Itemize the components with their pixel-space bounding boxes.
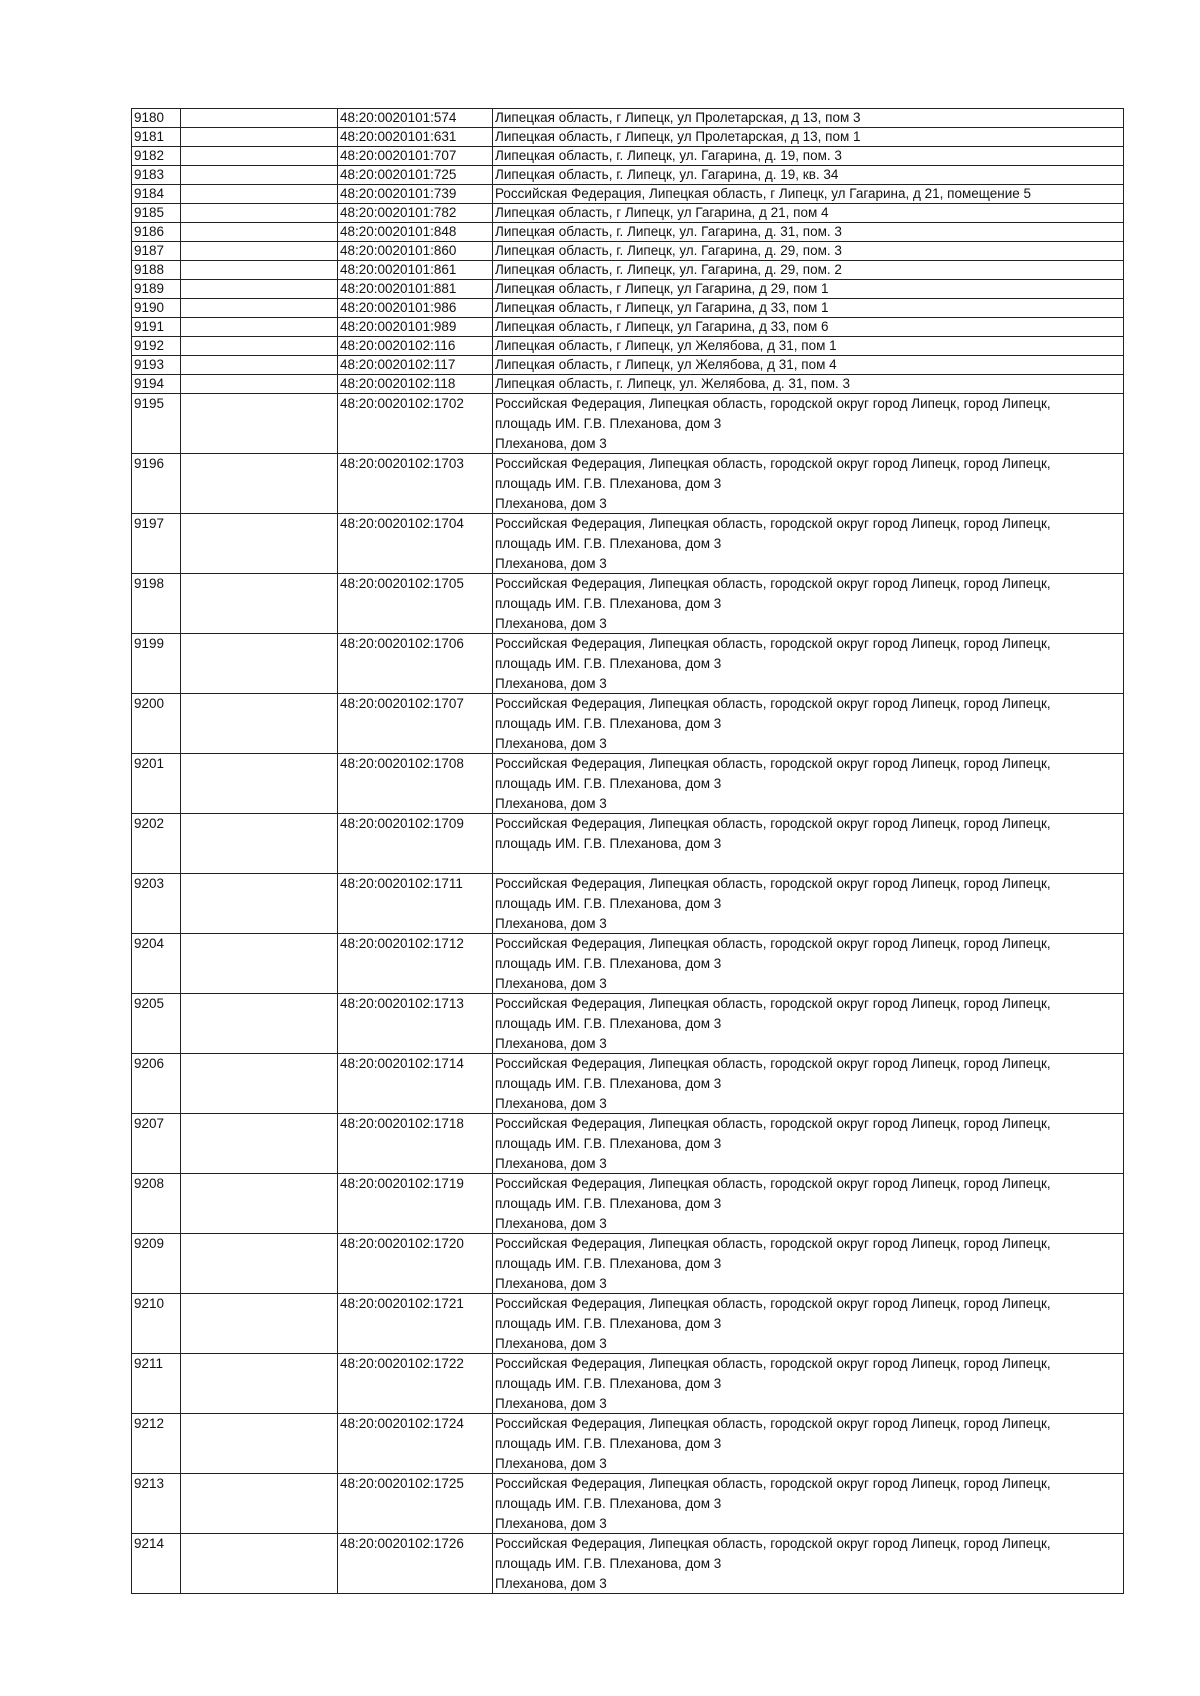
address-line: Липецкая область, г Липецк, ул Гагарина, д 33, пом 6 xyxy=(495,319,829,334)
address-line: Российская Федерация, Липецкая область, городской округ город Липецк, город Липецк, xyxy=(495,996,1051,1011)
address-line: площадь ИМ. Г.В. Плеханова, дом 3 xyxy=(495,536,722,551)
cadastral-number-cell: 48:20:0020101:739 xyxy=(338,185,493,204)
address-line: Российская Федерация, Липецкая область, городской округ город Липецк, город Липецк, xyxy=(495,756,1051,771)
address-line: Плеханова, дом 3 xyxy=(495,1396,607,1411)
address-line: Российская Федерация, Липецкая область, городской округ город Липецк, город Липецк, xyxy=(495,876,1051,891)
row-number-cell: 9180 xyxy=(132,109,181,128)
row-number-cell: 9206 xyxy=(132,1054,181,1114)
cadastral-number-cell: 48:20:0020101:989 xyxy=(338,318,493,337)
address-line: Липецкая область, г. Липецк, ул. Желябова, д. 31, пом. 3 xyxy=(495,376,851,391)
table-row xyxy=(132,1534,1124,1594)
table-row xyxy=(132,242,1124,261)
address-line: Российская Федерация, Липецкая область, городской округ город Липецк, город Липецк, xyxy=(495,1236,1051,1251)
cadastral-number-cell: 48:20:0020102:1709 xyxy=(338,814,493,874)
row-number-cell: 9201 xyxy=(132,754,181,814)
address-line: площадь ИМ. Г.В. Плеханова, дом 3 xyxy=(495,956,722,971)
empty-cell xyxy=(181,994,338,1054)
address-line: Липецкая область, г. Липецк, ул. Гагарина, д. 19, кв. 34 xyxy=(495,167,839,182)
cadastral-number-cell: 48:20:0020101:861 xyxy=(338,261,493,280)
address-cell xyxy=(493,1174,1124,1234)
address-line: Плеханова, дом 3 xyxy=(495,1096,607,1111)
table-row xyxy=(132,814,1124,874)
address-line: Липецкая область, г Липецк, ул Желябова, д 31, пом 1 xyxy=(495,338,837,353)
address-line: площадь ИМ. Г.В. Плеханова, дом 3 xyxy=(495,1196,722,1211)
address-cell xyxy=(493,128,1124,147)
empty-cell xyxy=(181,147,338,166)
address-line: Российская Федерация, Липецкая область, городской округ город Липецк, город Липецк, xyxy=(495,576,1051,591)
row-number-cell: 9186 xyxy=(132,223,181,242)
address-cell xyxy=(493,694,1124,754)
empty-cell xyxy=(181,694,338,754)
empty-cell xyxy=(181,166,338,185)
address-cell xyxy=(493,1414,1124,1474)
row-number-cell: 9189 xyxy=(132,280,181,299)
address-line: Липецкая область, г Липецк, ул Гагарина, д 21, пом 4 xyxy=(495,205,829,220)
address-cell xyxy=(493,934,1124,994)
row-number-cell: 9181 xyxy=(132,128,181,147)
row-number-cell: 9187 xyxy=(132,242,181,261)
table-row xyxy=(132,634,1124,694)
cadastral-number-cell: 48:20:0020101:707 xyxy=(338,147,493,166)
row-number-cell: 9210 xyxy=(132,1294,181,1354)
address-line: Липецкая область, г Липецк, ул Гагарина, д 33, пом 1 xyxy=(495,300,829,315)
row-number-cell: 9197 xyxy=(132,514,181,574)
address-line: площадь ИМ. Г.В. Плеханова, дом 3 xyxy=(495,476,722,491)
address-cell xyxy=(493,874,1124,934)
address-line: Липецкая область, г. Липецк, ул. Гагарина, д. 19, пом. 3 xyxy=(495,148,842,163)
address-line: Липецкая область, г. Липецк, ул. Гагарина, д. 29, пом. 3 xyxy=(495,243,842,258)
cadastral-number-cell: 48:20:0020102:1711 xyxy=(338,874,493,934)
row-number-cell: 9203 xyxy=(132,874,181,934)
cadastral-number-cell: 48:20:0020102:1719 xyxy=(338,1174,493,1234)
table-row xyxy=(132,261,1124,280)
cadastral-number-cell: 48:20:0020102:1722 xyxy=(338,1354,493,1414)
empty-cell xyxy=(181,375,338,394)
address-line: Российская Федерация, Липецкая область, городской округ город Липецк, город Липецк, xyxy=(495,936,1051,951)
address-line: Плеханова, дом 3 xyxy=(495,1456,607,1471)
address-cell xyxy=(493,454,1124,514)
address-line: площадь ИМ. Г.В. Плеханова, дом 3 xyxy=(495,1496,722,1511)
empty-cell xyxy=(181,356,338,375)
cadastral-number-cell: 48:20:0020102:1724 xyxy=(338,1414,493,1474)
address-line: Плеханова, дом 3 xyxy=(495,436,607,451)
address-line: Липецкая область, г Липецк, ул Желябова, д 31, пом 4 xyxy=(495,357,837,372)
address-line: Плеханова, дом 3 xyxy=(495,496,607,511)
cadastral-number-cell: 48:20:0020102:1708 xyxy=(338,754,493,814)
table-row xyxy=(132,1294,1124,1354)
document-page xyxy=(131,108,1123,1594)
empty-cell xyxy=(181,1294,338,1354)
cadastral-number-cell: 48:20:0020102:1721 xyxy=(338,1294,493,1354)
address-cell xyxy=(493,1354,1124,1414)
row-number-cell: 9213 xyxy=(132,1474,181,1534)
address-cell xyxy=(493,299,1124,318)
address-cell xyxy=(493,223,1124,242)
empty-cell xyxy=(181,223,338,242)
row-number-cell: 9191 xyxy=(132,318,181,337)
address-line: Липецкая область, г. Липецк, ул. Гагарина, д. 31, пом. 3 xyxy=(495,224,842,239)
empty-cell xyxy=(181,1534,338,1594)
address-line: Плеханова, дом 3 xyxy=(495,796,607,811)
address-line: площадь ИМ. Г.В. Плеханова, дом 3 xyxy=(495,1556,722,1571)
address-line: Плеханова, дом 3 xyxy=(495,976,607,991)
cadastral-number-cell: 48:20:0020102:118 xyxy=(338,375,493,394)
cadastral-number-cell: 48:20:0020102:1703 xyxy=(338,454,493,514)
empty-cell xyxy=(181,1234,338,1294)
empty-cell xyxy=(181,261,338,280)
cadastral-number-cell: 48:20:0020101:881 xyxy=(338,280,493,299)
row-number-cell: 9200 xyxy=(132,694,181,754)
cadastral-number-cell: 48:20:0020102:1702 xyxy=(338,394,493,454)
cadastral-number-cell: 48:20:0020102:1726 xyxy=(338,1534,493,1594)
address-line: Плеханова, дом 3 xyxy=(495,1336,607,1351)
row-number-cell: 9182 xyxy=(132,147,181,166)
empty-cell xyxy=(181,454,338,514)
table-row xyxy=(132,1474,1124,1534)
address-line: Липецкая область, г Липецк, ул Пролетарская, д 13, пом 3 xyxy=(495,110,861,125)
empty-cell xyxy=(181,874,338,934)
table-row xyxy=(132,754,1124,814)
row-number-cell: 9190 xyxy=(132,299,181,318)
empty-cell xyxy=(181,394,338,454)
address-line: площадь ИМ. Г.В. Плеханова, дом 3 xyxy=(495,776,722,791)
address-line: Плеханова, дом 3 xyxy=(495,1516,607,1531)
address-line: площадь ИМ. Г.В. Плеханова, дом 3 xyxy=(495,1376,722,1391)
address-cell xyxy=(493,574,1124,634)
address-line: Плеханова, дом 3 xyxy=(495,736,607,751)
table-row xyxy=(132,1234,1124,1294)
row-number-cell: 9207 xyxy=(132,1114,181,1174)
cadastral-number-cell: 48:20:0020102:1712 xyxy=(338,934,493,994)
empty-cell xyxy=(181,318,338,337)
address-line: Плеханова, дом 3 xyxy=(495,1276,607,1291)
address-line: площадь ИМ. Г.В. Плеханова, дом 3 xyxy=(495,896,722,911)
address-cell xyxy=(493,1054,1124,1114)
address-cell xyxy=(493,356,1124,375)
address-line: площадь ИМ. Г.В. Плеханова, дом 3 xyxy=(495,1136,722,1151)
row-number-cell: 9196 xyxy=(132,454,181,514)
table-row xyxy=(132,1354,1124,1414)
address-cell xyxy=(493,1114,1124,1174)
empty-cell xyxy=(181,1474,338,1534)
address-line: площадь ИМ. Г.В. Плеханова, дом 3 xyxy=(495,1316,722,1331)
address-line: площадь ИМ. Г.В. Плеханова, дом 3 xyxy=(495,1016,722,1031)
table-row xyxy=(132,1414,1124,1474)
table-row xyxy=(132,514,1124,574)
address-cell xyxy=(493,1234,1124,1294)
row-number-cell: 9192 xyxy=(132,337,181,356)
cadastral-number-cell: 48:20:0020102:116 xyxy=(338,337,493,356)
row-number-cell: 9193 xyxy=(132,356,181,375)
address-line: Липецкая область, г. Липецк, ул. Гагарина, д. 29, пом. 2 xyxy=(495,262,842,277)
address-line: Плеханова, дом 3 xyxy=(495,1576,607,1591)
table-row xyxy=(132,994,1124,1054)
table-row xyxy=(132,394,1124,454)
cadastral-number-cell: 48:20:0020102:1714 xyxy=(338,1054,493,1114)
row-number-cell: 9195 xyxy=(132,394,181,454)
address-cell xyxy=(493,166,1124,185)
empty-cell xyxy=(181,574,338,634)
address-cell xyxy=(493,280,1124,299)
cadastral-number-cell: 48:20:0020102:117 xyxy=(338,356,493,375)
address-line: площадь ИМ. Г.В. Плеханова, дом 3 xyxy=(495,1256,722,1271)
cadastral-number-cell: 48:20:0020102:1704 xyxy=(338,514,493,574)
address-cell xyxy=(493,147,1124,166)
address-cell xyxy=(493,814,1124,874)
address-cell xyxy=(493,994,1124,1054)
address-cell xyxy=(493,394,1124,454)
table-row xyxy=(132,1114,1124,1174)
empty-cell xyxy=(181,1174,338,1234)
address-line: Плеханова, дом 3 xyxy=(495,556,607,571)
row-number-cell: 9202 xyxy=(132,814,181,874)
address-line: Плеханова, дом 3 xyxy=(495,1156,607,1171)
cadastral-number-cell: 48:20:0020102:1706 xyxy=(338,634,493,694)
address-cell xyxy=(493,109,1124,128)
row-number-cell: 9212 xyxy=(132,1414,181,1474)
address-cell xyxy=(493,242,1124,261)
empty-cell xyxy=(181,204,338,223)
address-line: Российская Федерация, Липецкая область, городской округ город Липецк, город Липецк, xyxy=(495,1356,1051,1371)
row-number-cell: 9194 xyxy=(132,375,181,394)
address-line: Плеханова, дом 3 xyxy=(495,676,607,691)
address-line: Российская Федерация, Липецкая область, городской округ город Липецк, город Липецк, xyxy=(495,1116,1051,1131)
empty-cell xyxy=(181,754,338,814)
empty-cell xyxy=(181,185,338,204)
address-line: Плеханова, дом 3 xyxy=(495,916,607,931)
address-line: площадь ИМ. Г.В. Плеханова, дом 3 xyxy=(495,596,722,611)
table-row xyxy=(132,318,1124,337)
table-row xyxy=(132,166,1124,185)
cadastral-number-cell: 48:20:0020102:1718 xyxy=(338,1114,493,1174)
address-cell xyxy=(493,754,1124,814)
cadastral-number-cell: 48:20:0020101:848 xyxy=(338,223,493,242)
address-line: Липецкая область, г Липецк, ул Гагарина, д 29, пом 1 xyxy=(495,281,829,296)
empty-cell xyxy=(181,109,338,128)
property-registry-table xyxy=(131,108,1124,1594)
address-line: площадь ИМ. Г.В. Плеханова, дом 3 xyxy=(495,1436,722,1451)
address-cell xyxy=(493,514,1124,574)
empty-cell xyxy=(181,934,338,994)
address-cell xyxy=(493,634,1124,694)
table-row xyxy=(132,694,1124,754)
row-number-cell: 9183 xyxy=(132,166,181,185)
empty-cell xyxy=(181,299,338,318)
empty-cell xyxy=(181,1354,338,1414)
address-line: Российская Федерация, Липецкая область, городской округ город Липецк, город Липецк, xyxy=(495,1416,1051,1431)
table-row xyxy=(132,574,1124,634)
empty-cell xyxy=(181,1414,338,1474)
table-row xyxy=(132,223,1124,242)
address-line: Российская Федерация, Липецкая область, городской округ город Липецк, город Липецк, xyxy=(495,456,1051,471)
cadastral-number-cell: 48:20:0020101:725 xyxy=(338,166,493,185)
address-line: Российская Федерация, Липецкая область, городской округ город Липецк, город Липецк, xyxy=(495,1056,1051,1071)
empty-cell xyxy=(181,337,338,356)
row-number-cell: 9204 xyxy=(132,934,181,994)
table-row xyxy=(132,934,1124,994)
row-number-cell: 9205 xyxy=(132,994,181,1054)
table-row xyxy=(132,147,1124,166)
table-row xyxy=(132,375,1124,394)
table-row xyxy=(132,299,1124,318)
table-row xyxy=(132,204,1124,223)
cadastral-number-cell: 48:20:0020102:1725 xyxy=(338,1474,493,1534)
cadastral-number-cell: 48:20:0020102:1713 xyxy=(338,994,493,1054)
row-number-cell: 9198 xyxy=(132,574,181,634)
table-row xyxy=(132,280,1124,299)
address-cell xyxy=(493,204,1124,223)
address-line: Российская Федерация, Липецкая область, городской округ город Липецк, город Липецк, xyxy=(495,516,1051,531)
address-line: площадь ИМ. Г.В. Плеханова, дом 3 xyxy=(495,1076,722,1091)
row-number-cell: 9208 xyxy=(132,1174,181,1234)
address-cell xyxy=(493,261,1124,280)
address-line: Российская Федерация, Липецкая область, городской округ город Липецк, город Липецк, xyxy=(495,636,1051,651)
address-line: Липецкая область, г Липецк, ул Пролетарская, д 13, пом 1 xyxy=(495,129,861,144)
cadastral-number-cell: 48:20:0020102:1705 xyxy=(338,574,493,634)
address-cell xyxy=(493,318,1124,337)
row-number-cell: 9209 xyxy=(132,1234,181,1294)
address-line: площадь ИМ. Г.В. Плеханова, дом 3 xyxy=(495,656,722,671)
registry-table-body xyxy=(132,109,1124,1594)
address-line: Российская Федерация, Липецкая область, городской округ город Липецк, город Липецк, xyxy=(495,1476,1051,1491)
address-cell xyxy=(493,1534,1124,1594)
address-line: Российская Федерация, Липецкая область, городской округ город Липецк, город Липецк, xyxy=(495,1296,1051,1311)
empty-cell xyxy=(181,814,338,874)
row-number-cell: 9211 xyxy=(132,1354,181,1414)
address-line: Российская Федерация, Липецкая область, городской округ город Липецк, город Липецк, xyxy=(495,1536,1051,1551)
address-line: Российская Федерация, Липецкая область, городской округ город Липецк, город Липецк, xyxy=(495,816,1051,831)
row-number-cell: 9188 xyxy=(132,261,181,280)
table-row xyxy=(132,109,1124,128)
empty-cell xyxy=(181,634,338,694)
address-cell xyxy=(493,375,1124,394)
empty-cell xyxy=(181,128,338,147)
empty-cell xyxy=(181,280,338,299)
address-line: Российская Федерация, Липецкая область, городской округ город Липецк, город Липецк, xyxy=(495,1176,1051,1191)
cadastral-number-cell: 48:20:0020101:574 xyxy=(338,109,493,128)
address-line: Плеханова, дом 3 xyxy=(495,1216,607,1231)
cadastral-number-cell: 48:20:0020101:986 xyxy=(338,299,493,318)
table-row xyxy=(132,337,1124,356)
address-cell xyxy=(493,1294,1124,1354)
address-line: площадь ИМ. Г.В. Плеханова, дом 3 xyxy=(495,716,722,731)
address-line: Российская Федерация, Липецкая область, городской округ город Липецк, город Липецк, xyxy=(495,696,1051,711)
address-cell xyxy=(493,337,1124,356)
address-line: площадь ИМ. Г.В. Плеханова, дом 3 xyxy=(495,836,722,851)
cadastral-number-cell: 48:20:0020101:860 xyxy=(338,242,493,261)
row-number-cell: 9185 xyxy=(132,204,181,223)
row-number-cell: 9184 xyxy=(132,185,181,204)
table-row xyxy=(132,874,1124,934)
address-line: Российская Федерация, Липецкая область, г Липецк, ул Гагарина, д 21, помещение 5 xyxy=(495,186,1031,201)
table-row xyxy=(132,1174,1124,1234)
table-row xyxy=(132,454,1124,514)
table-row xyxy=(132,1054,1124,1114)
cadastral-number-cell: 48:20:0020102:1707 xyxy=(338,694,493,754)
address-line: Российская Федерация, Липецкая область, городской округ город Липецк, город Липецк, xyxy=(495,396,1051,411)
cadastral-number-cell: 48:20:0020102:1720 xyxy=(338,1234,493,1294)
address-cell xyxy=(493,1474,1124,1534)
row-number-cell: 9214 xyxy=(132,1534,181,1594)
cadastral-number-cell: 48:20:0020101:782 xyxy=(338,204,493,223)
row-number-cell: 9199 xyxy=(132,634,181,694)
cadastral-number-cell: 48:20:0020101:631 xyxy=(338,128,493,147)
empty-cell xyxy=(181,514,338,574)
address-cell xyxy=(493,185,1124,204)
table-row xyxy=(132,128,1124,147)
address-line: Плеханова, дом 3 xyxy=(495,1036,607,1051)
table-row xyxy=(132,185,1124,204)
address-line: Плеханова, дом 3 xyxy=(495,616,607,631)
table-row xyxy=(132,356,1124,375)
empty-cell xyxy=(181,1054,338,1114)
address-line: площадь ИМ. Г.В. Плеханова, дом 3 xyxy=(495,416,722,431)
empty-cell xyxy=(181,1114,338,1174)
empty-cell xyxy=(181,242,338,261)
